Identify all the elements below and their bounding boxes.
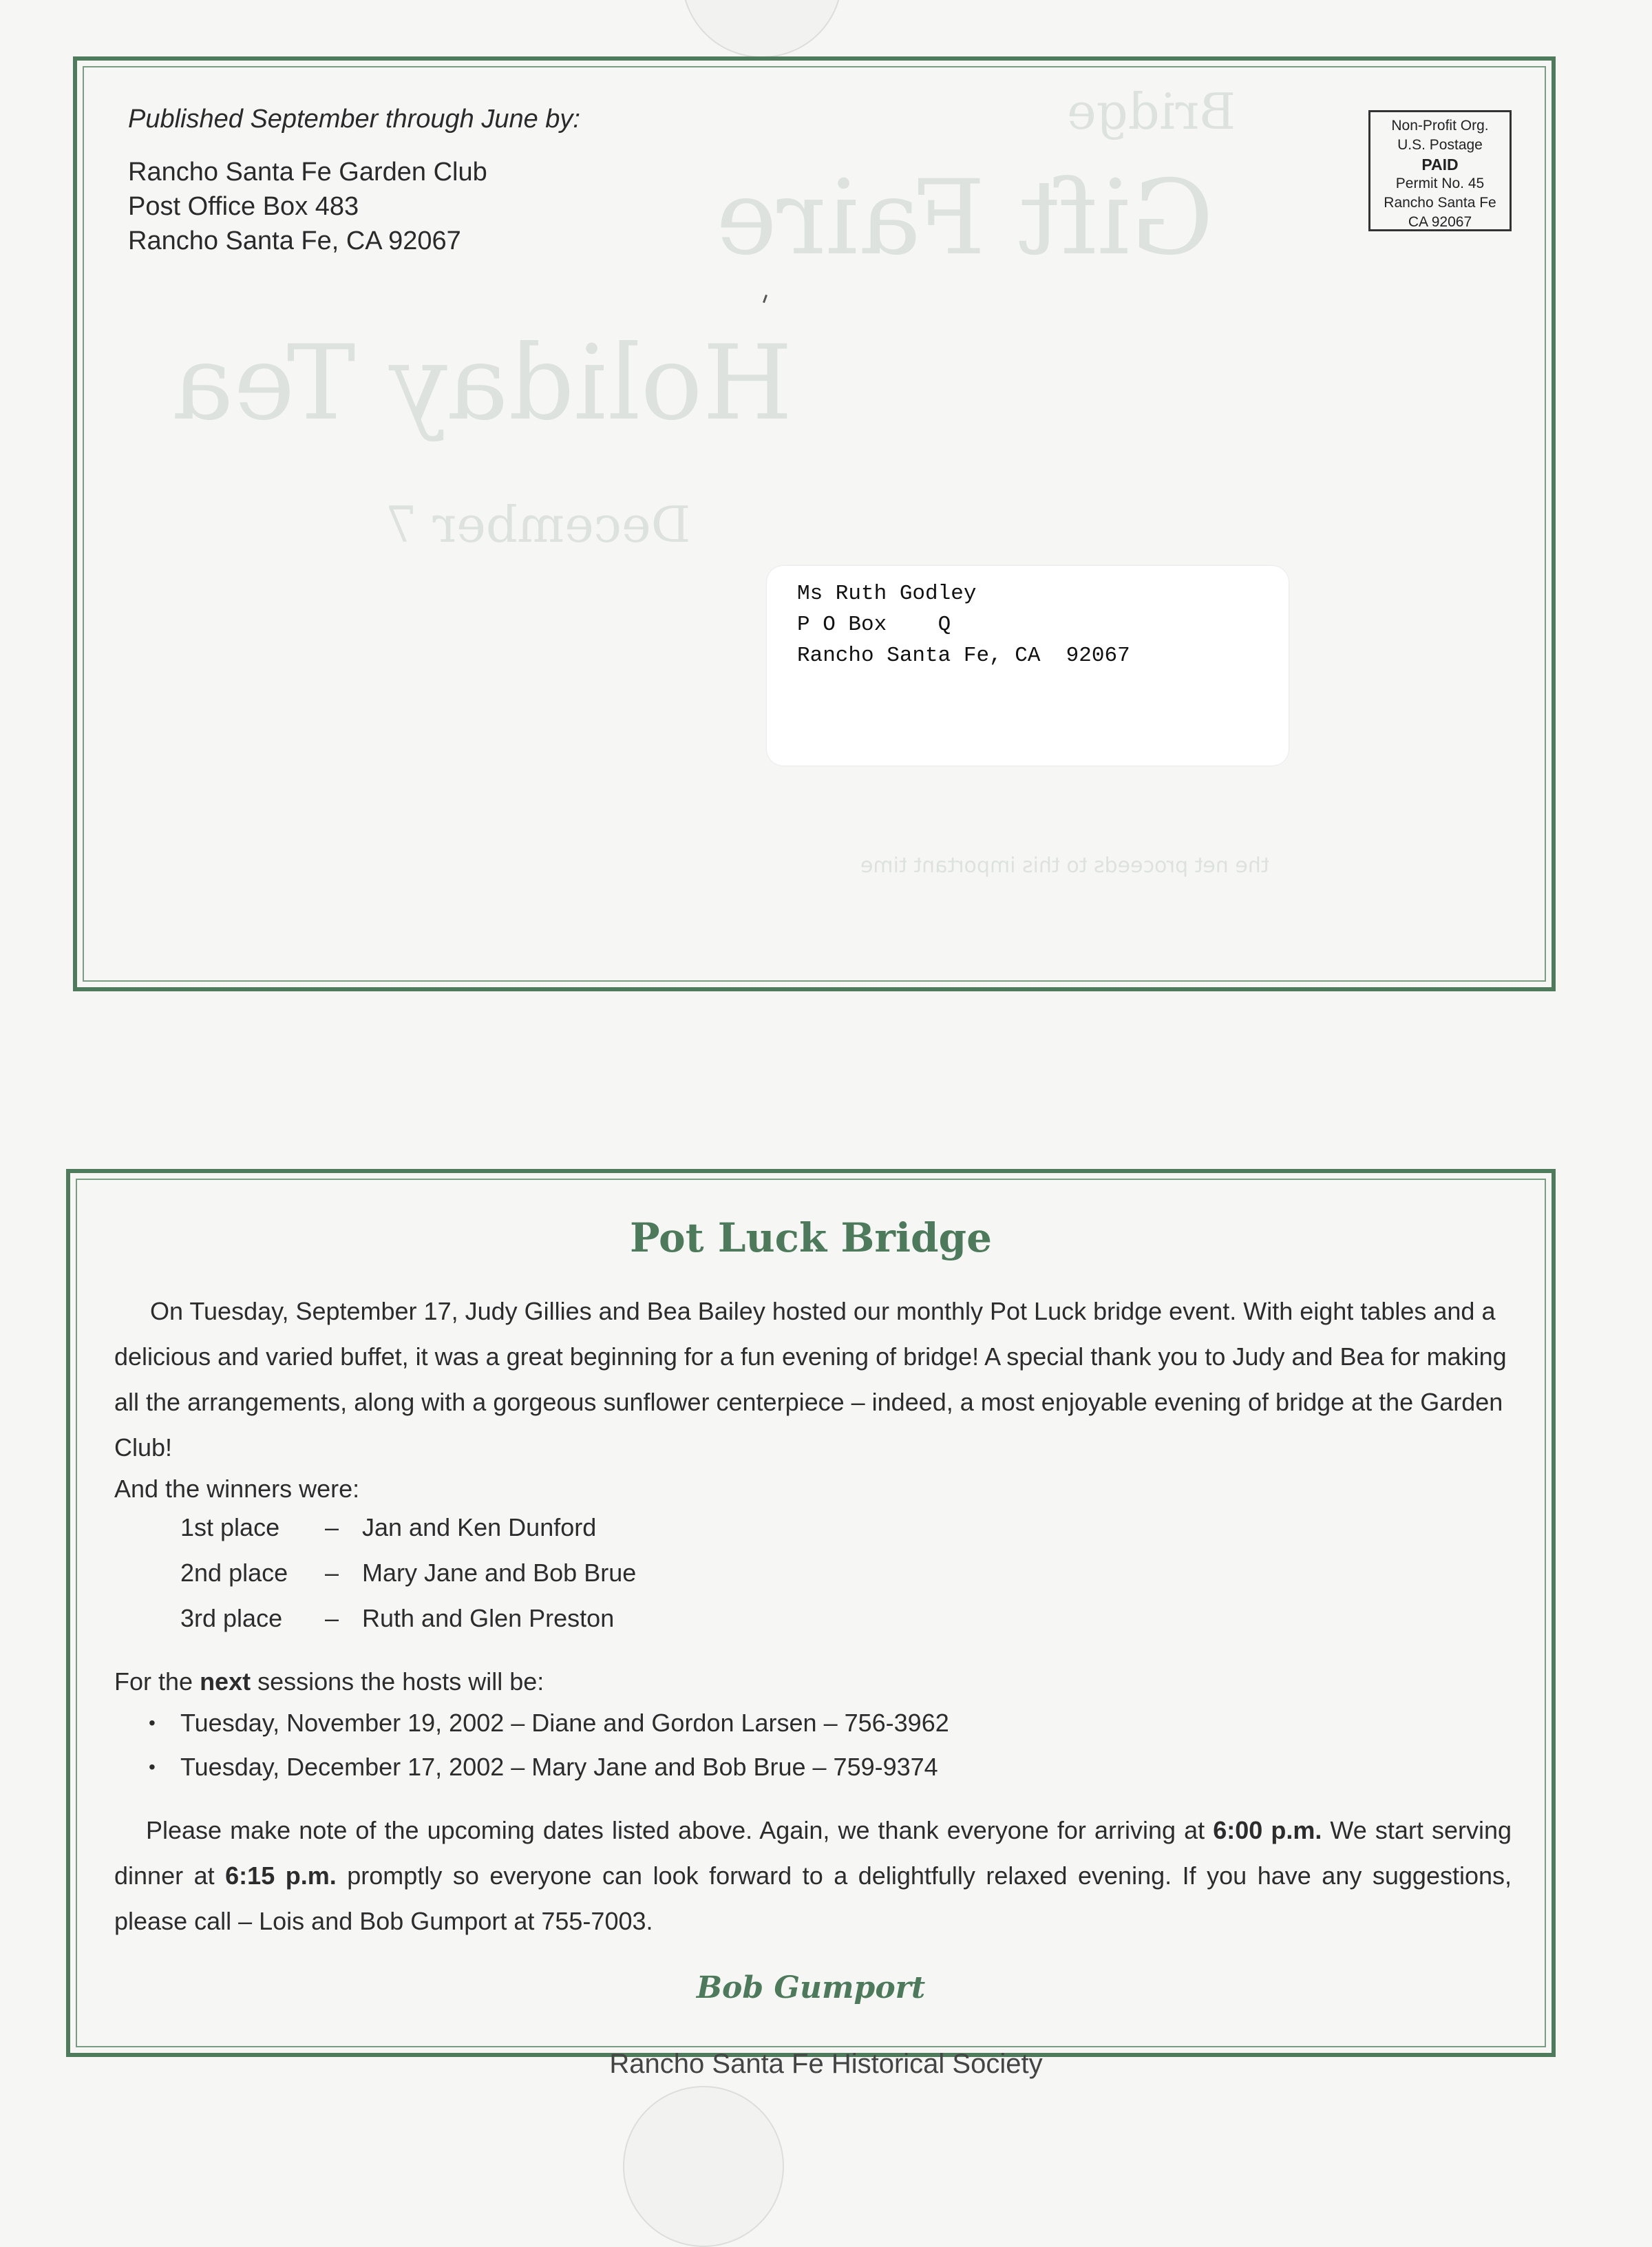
winner-place: 1st place (180, 1513, 280, 1541)
article-title: Pot Luck Bridge (630, 1214, 992, 1261)
bullet-icon: • (149, 1712, 156, 1733)
winner-names: Mary Jane and Bob Brue (362, 1559, 637, 1587)
closing-text: promptly so everyone can look forward to a delightfully relaxed evening. If you have any suggestions, please call – Lois and Bob Gumport at 755-7003. (114, 1861, 1512, 1935)
closing-text: We start serving dinner at (114, 1816, 1512, 1890)
page-notch (623, 2086, 784, 2247)
winner-dash: – (325, 1559, 339, 1587)
postage-line: Non-Profit Org. (1391, 118, 1489, 134)
article-panel (66, 1169, 1556, 2057)
closing-text: Please make note of the upcoming dates listed above. Again, we thank everyone for arriving at (146, 1816, 1214, 1844)
recipient-name: Ms Ruth Godley (797, 582, 977, 606)
bullet-icon: • (149, 1756, 156, 1777)
winners-intro: And the winners were: (114, 1475, 360, 1503)
return-address-line: Rancho Santa Fe, CA 92067 (128, 226, 461, 255)
postage-paid: PAID (1421, 156, 1459, 173)
winner-dash: – (325, 1604, 339, 1632)
postage-permit: Permit No. 45 (1395, 176, 1485, 191)
published-note: Published September through June by: (128, 105, 580, 134)
hosts-intro (114, 1659, 1512, 1705)
return-address-line: Post Office Box 483 (128, 192, 359, 221)
return-address-line: Rancho Santa Fe Garden Club (128, 158, 487, 187)
postage-indicia (1368, 110, 1512, 231)
bleed-through-ghost: Gift Faire (716, 158, 1214, 278)
mailing-panel (73, 56, 1556, 991)
bleed-through-ghost: Bridge (1067, 83, 1236, 140)
closing-paragraph (114, 1808, 1512, 1944)
archive-credit: Rancho Santa Fe Historical Society (609, 2049, 1043, 2079)
winner-names: Ruth and Glen Preston (362, 1604, 615, 1632)
winner-row (180, 1604, 614, 1633)
postage-city: Rancho Santa Fe (1384, 195, 1496, 211)
winner-dash: – (325, 1513, 339, 1541)
arrival-time: 6:00 p.m. (1213, 1816, 1322, 1844)
address-label (767, 566, 1289, 766)
winner-names: Jan and Ken Dunford (362, 1513, 597, 1541)
bleed-through-ghost: Holiday Tea (172, 324, 793, 443)
hosts-intro-text: sessions the hosts will be: (251, 1667, 544, 1696)
postage-state-zip: CA 92067 (1408, 214, 1472, 230)
postage-line: U.S. Postage (1397, 137, 1483, 153)
return-address-block (128, 105, 580, 258)
winner-place: 3rd place (180, 1604, 283, 1632)
signature: Bob Gumport (696, 1970, 926, 2005)
winner-row (180, 1559, 636, 1587)
winner-row (180, 1513, 596, 1542)
hosts-intro-emphasis: next (200, 1667, 251, 1696)
recipient-box: P O Box Q (797, 613, 951, 637)
session-text: Tuesday, December 17, 2002 – Mary Jane and Bob Brue – 759-9374 (180, 1753, 938, 1781)
session-list-item (149, 1709, 949, 1738)
hosts-intro-text: For the (114, 1667, 200, 1696)
winner-place: 2nd place (180, 1559, 288, 1587)
bleed-through-ghost: the net proceeds to this important time (860, 854, 1269, 878)
page-notch (681, 0, 843, 58)
recipient-city: Rancho Santa Fe, CA 92067 (797, 644, 1130, 668)
bleed-through-ghost: December 7 (385, 496, 691, 553)
dinner-time: 6:15 p.m. (225, 1861, 337, 1890)
intro-paragraph: On Tuesday, September 17, Judy Gillies and Bea Bailey hosted our monthly Pot Luck bridge event. With eight tables and a delicious and varied buffet, it was a great beginning for a fun evening of bridge! A special thank you to Judy and Bea for making all the arrangements, along with a gorgeous sunflower centerpiece – indeed, a most enjoyable evening of bridge at the Garden Club! (114, 1297, 1507, 1462)
session-text: Tuesday, November 19, 2002 – Diane and Gordon Larsen – 756-3962 (180, 1709, 949, 1737)
session-list-item (149, 1753, 938, 1782)
